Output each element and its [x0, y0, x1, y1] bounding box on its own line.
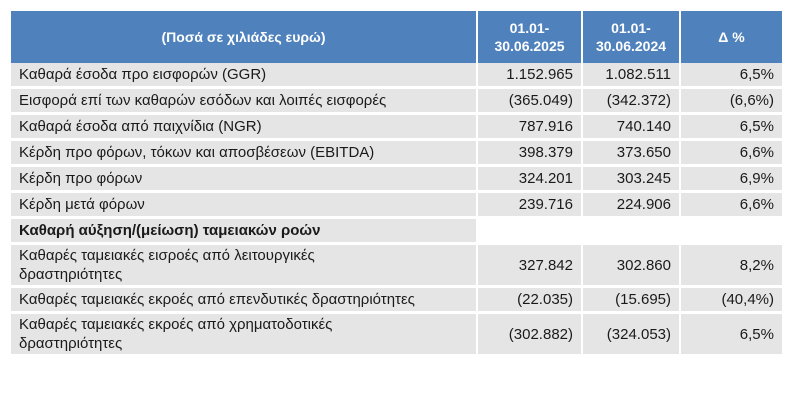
- value-2025-cell: 324.201: [477, 166, 582, 192]
- table-row: [11, 218, 783, 244]
- row-label: [11, 192, 477, 218]
- row-label: [11, 244, 477, 287]
- row-label: [11, 287, 477, 313]
- row-label-line: Καθαρές ταμειακές εκροές από χρηματοδοτικές: [19, 316, 333, 333]
- header-period-2024-line2: 30.06.2024: [595, 38, 667, 54]
- table-row: [11, 244, 783, 287]
- header-period-2025-line2: 30.06.2025: [494, 38, 565, 54]
- row-label: [11, 313, 477, 356]
- row-label-line: Κέρδη μετά φόρων: [19, 196, 145, 213]
- row-label-line: Καθαρές ταμειακές εισροές από λειτουργικές: [19, 247, 315, 264]
- table-row: [11, 114, 783, 140]
- row-label: [11, 166, 477, 192]
- value-2024-cell: 1.082.511: [582, 63, 680, 88]
- table-row: [11, 313, 783, 356]
- value-2025-cell: (365.049): [477, 88, 582, 114]
- value-2025-cell: [477, 218, 582, 244]
- delta-percent-cell: 6,9%: [680, 166, 783, 192]
- value-2025-cell: (22.035): [477, 287, 582, 313]
- value-2024-cell: 373.650: [582, 140, 680, 166]
- value-2025-cell: 787.916: [477, 114, 582, 140]
- header-period-2024-line1: 01.01-: [611, 20, 651, 36]
- row-label-line: Καθαρή αύξηση/(μείωση) ταμειακών ροών: [19, 222, 321, 239]
- delta-percent-cell: 8,2%: [680, 244, 783, 287]
- value-2024-cell: 740.140: [582, 114, 680, 140]
- delta-percent-cell: 6,6%: [680, 140, 783, 166]
- row-label: [11, 114, 477, 140]
- row-label-line: δραστηριότητες: [19, 266, 123, 283]
- value-2025-cell: 1.152.965: [477, 63, 582, 88]
- delta-percent-cell: 6,5%: [680, 114, 783, 140]
- table-row: [11, 140, 783, 166]
- value-2024-cell: (342.372): [582, 88, 680, 114]
- table-row: [11, 63, 783, 88]
- row-label-line: Καθαρά έσοδα προ εισφορών (GGR): [19, 66, 267, 83]
- delta-percent-cell: 6,6%: [680, 192, 783, 218]
- value-2024-cell: 224.906: [582, 192, 680, 218]
- financial-results-table: [11, 11, 784, 357]
- header-delta-percent: Δ %: [680, 11, 783, 63]
- row-label: [11, 140, 477, 166]
- delta-percent-cell: (6,6%): [680, 88, 783, 114]
- row-label-line: Κέρδη προ φόρων, τόκων και αποσβέσεων (EBITDA): [19, 144, 375, 161]
- row-label: [11, 88, 477, 114]
- delta-percent-cell: (40,4%): [680, 287, 783, 313]
- header-amounts-note: (Ποσά σε χιλιάδες ευρώ): [11, 11, 477, 63]
- row-label-line: Καθαρές ταμειακές εκροές από επενδυτικές δραστηριότητες: [19, 291, 415, 308]
- value-2025-cell: 327.842: [477, 244, 582, 287]
- value-2025-cell: 239.716: [477, 192, 582, 218]
- delta-percent-cell: 6,5%: [680, 313, 783, 356]
- header-period-2024: [582, 11, 680, 63]
- value-2024-cell: 303.245: [582, 166, 680, 192]
- row-label: [11, 218, 477, 244]
- delta-percent-cell: 6,5%: [680, 63, 783, 88]
- value-2025-cell: 398.379: [477, 140, 582, 166]
- table-row: [11, 166, 783, 192]
- row-label-line: δραστηριότητες: [19, 335, 123, 352]
- table-header-row: [11, 11, 783, 63]
- row-label: [11, 63, 477, 88]
- value-2024-cell: (15.695): [582, 287, 680, 313]
- value-2024-cell: [582, 218, 680, 244]
- header-period-2025: [477, 11, 582, 63]
- table-row: [11, 192, 783, 218]
- value-2025-cell: (302.882): [477, 313, 582, 356]
- row-label-line: Εισφορά επί των καθαρών εσόδων και λοιπές εισφορές: [19, 92, 387, 109]
- delta-percent-cell: [680, 218, 783, 244]
- table-row: [11, 287, 783, 313]
- value-2024-cell: 302.860: [582, 244, 680, 287]
- row-label-line: Κέρδη προ φόρων: [19, 170, 143, 187]
- header-period-2025-line1: 01.01-: [509, 20, 550, 36]
- table-row: [11, 88, 783, 114]
- row-label-line: Καθαρά έσοδα από παιχνίδια (NGR): [19, 118, 262, 135]
- financial-table-container: [11, 11, 783, 357]
- value-2024-cell: (324.053): [582, 313, 680, 356]
